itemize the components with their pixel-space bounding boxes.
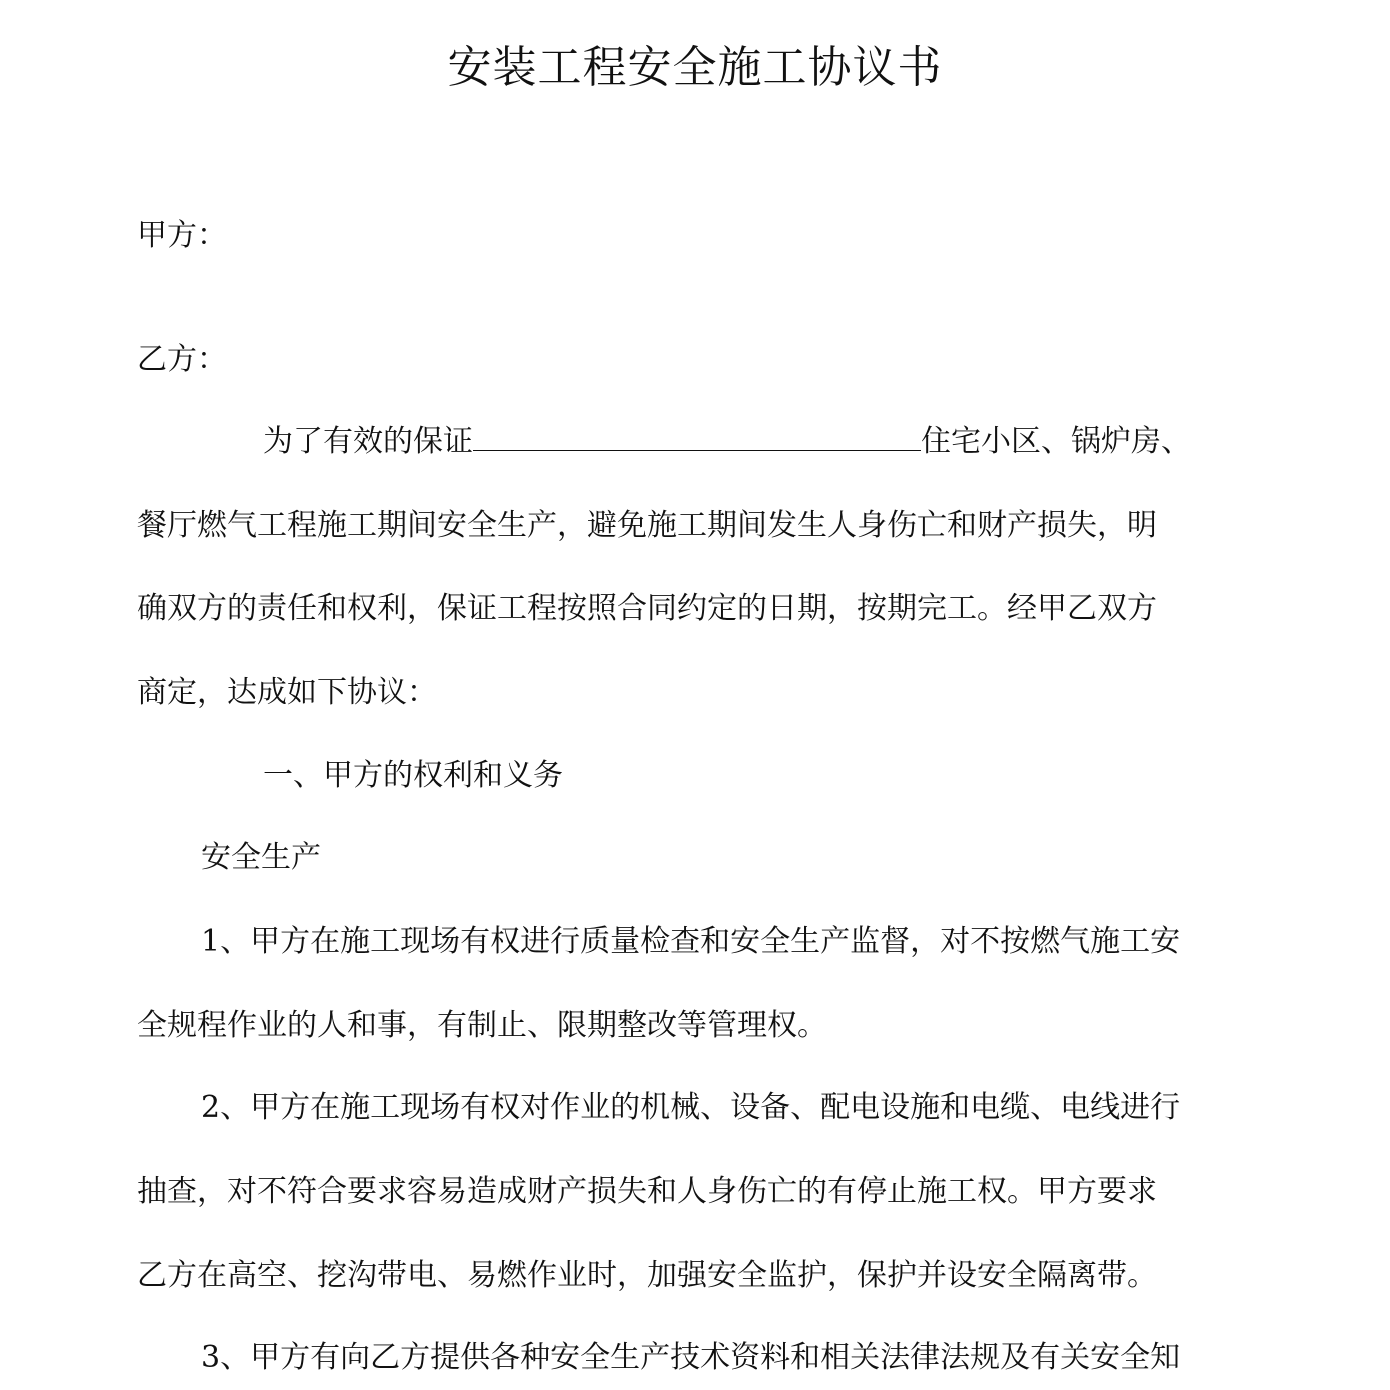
- item-1-line-1: 1、甲方在施工现场有权进行质量检查和安全生产监督，对不按燃气施工安: [201, 924, 1181, 959]
- intro-line-3: 确双方的责任和权利，保证工程按照合同约定的日期，按期完工。经甲乙双方: [137, 591, 1157, 626]
- item-1-line-2: 全规程作业的人和事，有制止、限期整改等管理权。: [137, 1008, 827, 1043]
- intro-text-before-blank: 为了有效的保证: [263, 424, 473, 459]
- item-2-line-1: 2、甲方在施工现场有权对作业的机械、设备、配电设施和电缆、电线进行: [201, 1090, 1181, 1125]
- intro-line-1: [263, 422, 1191, 462]
- intro-text-after-blank: 住宅小区、锅炉房、: [921, 424, 1191, 459]
- item-3-line-1: 3、甲方有向乙方提供各种安全生产技术资料和相关法律法规及有关安全知: [201, 1340, 1181, 1375]
- project-name-blank: [473, 422, 921, 451]
- intro-line-2: 餐厅燃气工程施工期间安全生产，避免施工期间发生人身伤亡和财产损失，明: [137, 508, 1157, 543]
- document-title: 安装工程安全施工协议书: [447, 42, 943, 93]
- section-1-heading: 一、甲方的权利和义务: [263, 758, 563, 793]
- item-2-line-3: 乙方在高空、挖沟带电、易燃作业时，加强安全监护，保护并设安全隔离带。: [137, 1258, 1157, 1293]
- intro-line-4: 商定，达成如下协议：: [137, 675, 437, 710]
- item-2-line-2: 抽查，对不符合要求容易造成财产损失和人身伤亡的有停止施工权。甲方要求: [137, 1174, 1157, 1209]
- party-b-label: 乙方：: [137, 342, 227, 377]
- party-a-label: 甲方：: [137, 218, 227, 253]
- subheading-safety: 安全生产: [201, 840, 321, 875]
